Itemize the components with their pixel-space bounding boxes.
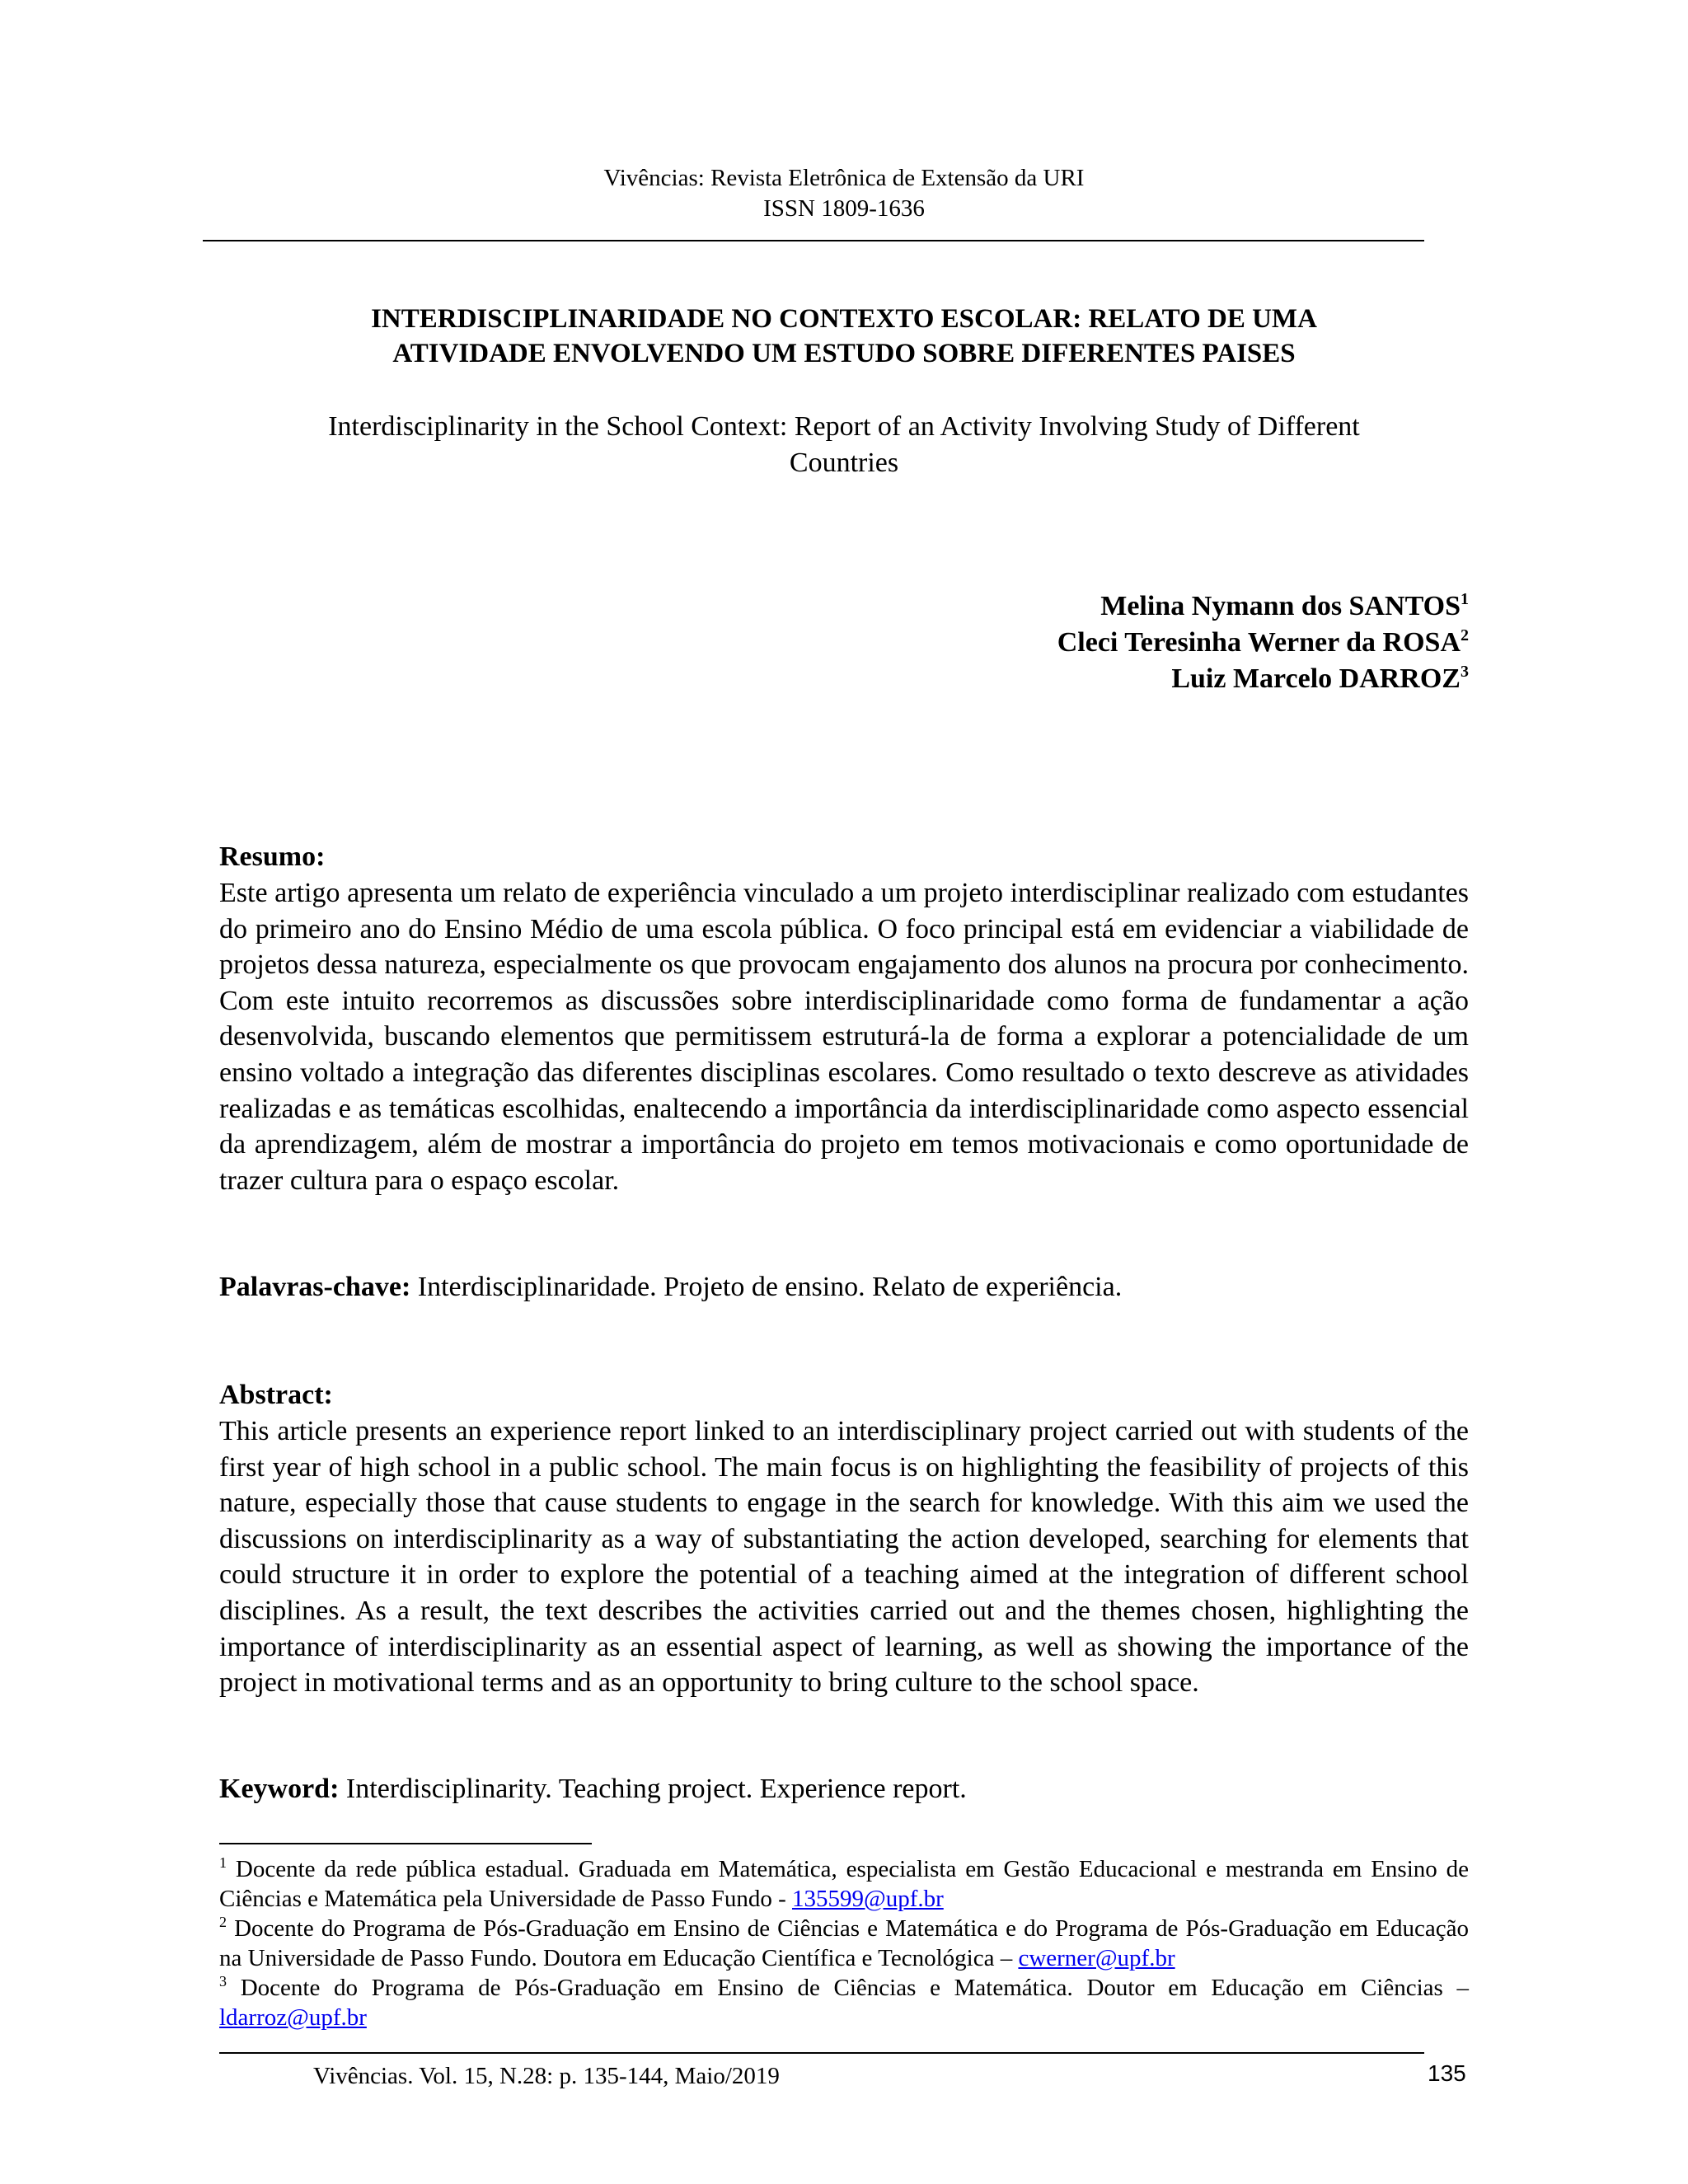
resumo-keywords-value: Interdisciplinaridade. Projeto de ensino. Relato de experiência. xyxy=(417,1272,1123,1302)
footnote: $^3$ Docente do Programa de Pós-Graduação em Ensino de Ciências e Matemática. Doutor em Educação em Ciências – ldarroz@upf.br xyxy=(219,1973,1470,2031)
journal-name: Vivências: Revista Eletrônica de Extensão da URI xyxy=(603,165,1085,191)
title-en-line-1: Interdisciplinarity in the School Context: Report of an Activity Involving Study of Different xyxy=(328,411,1360,442)
author-footnote-mark[interactable]: 1 xyxy=(1461,590,1469,608)
author-footnote-mark[interactable]: 2 xyxy=(1461,626,1469,644)
footnote: $^2$ Docente do Programa de Pós-Graduação em Ensino de Ciências e Matemática e do Programa de Pós-Graduação em Educação na Universidade de Passo Fundo. Doutora em Educação Científica e Tecnológica – cwerner@upf.br xyxy=(219,1914,1469,1971)
title-pt-line-2: ATIVIDADE ENVOLVENDO UM ESTUDO SOBRE DIFERENTES PAISES xyxy=(392,339,1296,368)
author: Melina Nymann dos SANTOS$^1$ xyxy=(1100,590,1469,621)
resumo-heading: Resumo: xyxy=(219,841,326,872)
footer-citation: Vivências. Vol. 15, N.28: p. 135-144, Maio/2019 xyxy=(313,2063,780,2089)
resumo-keywords-label: Palavras-chave: xyxy=(219,1272,411,1302)
footnotes xyxy=(219,1854,1469,2032)
author: Cleci Teresinha Werner da ROSA$^2$ xyxy=(1057,626,1469,658)
title-en-line-2: Countries xyxy=(789,448,899,478)
title-english xyxy=(247,409,1441,481)
email-link[interactable]: 135599@upf.br xyxy=(792,1886,944,1912)
author: Luiz Marcelo DARROZ$^3$ xyxy=(1171,663,1469,694)
page-number: 135 xyxy=(1428,2060,1466,2086)
abstract-keywords-label: Keyword: xyxy=(219,1774,340,1804)
resumo-text: Este artigo apresenta um relato de experiência vinculado a um projeto interdisciplinar realizado com estudantes do primeiro ano do Ensino Médio de uma escola pública. O foco principal está em evidenciar a viabilidade de projetos dessa natureza, especialmente os que provocam engajamento dos alunos na procura por conhecimento. Com este intuito recorremos as discussões sobre interdisciplinaridade como forma de fundamentar a ação desenvolvida, buscando elementos que permitissem estruturá-la de forma a explorar a potencialidade de um ensino voltado a integração das diferentes disciplinas escolares. Como resultado o texto descreve as atividades realizadas e as temáticas escolhidas, enaltecendo a importância da interdisciplinaridade como aspecto essencial da aprendizagem, além de mostrar a importância do projeto em temos motivacionais e como oportunidade de trazer cultura para o espaço escolar. xyxy=(219,878,1469,1196)
resumo-keywords xyxy=(219,1269,1469,1305)
header-rule xyxy=(203,240,1424,241)
footnote-separator xyxy=(219,1843,592,1844)
footnote: $^1$ Docente da rede pública estadual. Graduada em Matemática, especialista em Gestão Educacional e mestranda em Ensino de Ciências e Matemática pela Universidade de Passo Fundo - 135599@upf.br xyxy=(219,1854,1470,1912)
abstract-keywords-value: Interdisciplinarity. Teaching project. Experience report. xyxy=(345,1774,967,1804)
email-link[interactable]: cwerner@upf.br xyxy=(1018,1945,1175,1971)
abstract-text: This article presents an experience report linked to an interdisciplinary project carried out with students of the first year of high school in a public school. The main focus is on highlighting the feasibility of projects of this nature, especially those that cause students to engage in the search for knowledge. With this aim we used the discussions on interdisciplinarity as a way of substantiating the action developed, searching for elements that could structure it in order to explore the potential of a teaching aimed at the integration of different school disciplines. As a result, the text describes the activities carried out and the themes chosen, highlighting the importance of interdisciplinarity as an essential aspect of learning, as well as showing the importance of the project in motivational terms and as an opportunity to bring culture to the school space. xyxy=(219,1416,1469,1699)
footer-rule xyxy=(219,2052,1424,2054)
abstract-heading: Abstract: xyxy=(219,1380,333,1410)
email-link[interactable]: ldarroz@upf.br xyxy=(219,2004,367,2031)
title-pt-line-1: INTERDISCIPLINARIDADE NO CONTEXTO ESCOLAR: RELATO DE UMA xyxy=(371,304,1317,334)
abstract-keywords xyxy=(219,1771,1469,1807)
journal-issn: ISSN 1809-1636 xyxy=(763,195,925,222)
author-list xyxy=(1057,588,1469,697)
author-footnote-mark[interactable]: 3 xyxy=(1461,663,1469,681)
title-portuguese xyxy=(247,302,1441,371)
running-header xyxy=(0,163,1688,224)
